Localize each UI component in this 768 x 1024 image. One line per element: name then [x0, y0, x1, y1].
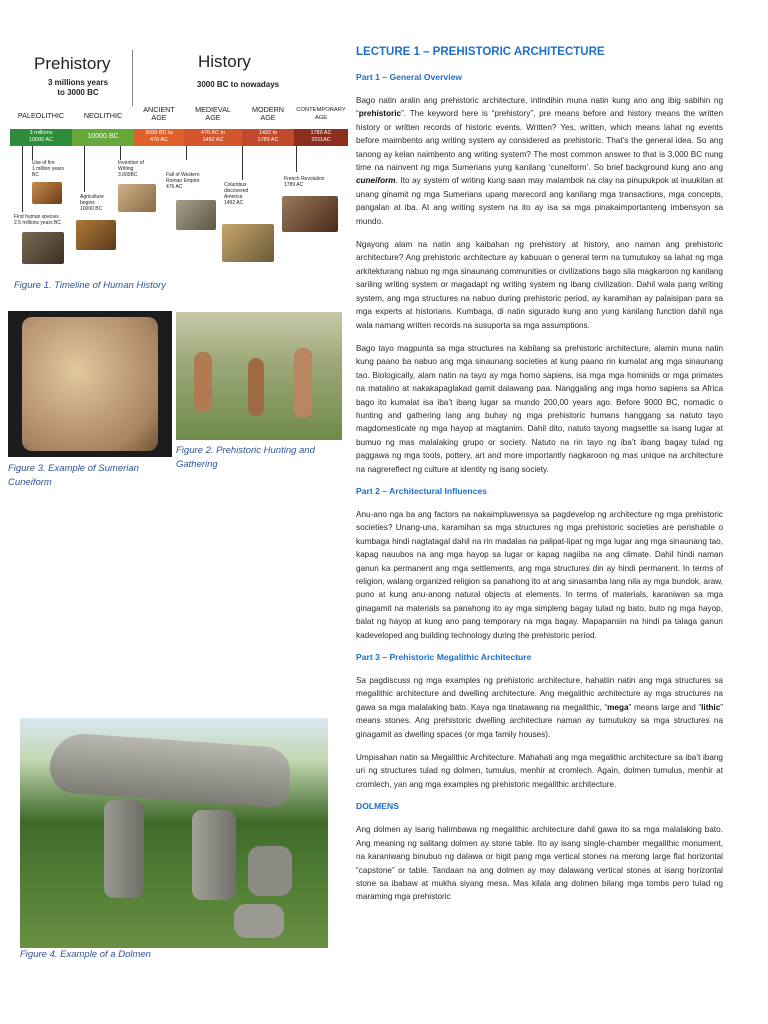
arrow [120, 146, 121, 160]
arrow [296, 146, 297, 172]
event-label: Fall of Western Roman Empire 476 AC [166, 172, 200, 190]
section-heading: Part 3 – Prehistoric Megalithic Architecture [356, 652, 532, 663]
event-label: Agriculture begins 10000 BC [80, 194, 104, 212]
lecture-title: LECTURE 1 – PREHISTORIC ARCHITECTURE [356, 46, 605, 58]
paragraph: Sa pagdiscuss ng mga examples ng prehistoric architecture, hahatiin natin ang mga structures sa megalithic architecture and dwelling architecture. Ang megalithic architecture ay mga structures na gawa sa mga malalaking bato. Kaya nga tinatawang na megalithic, “mega” means large and “lithic” means stones. Ang prehistoric dwelling architecture naman ay tumutukoy sa mga structures na ginagamit as dwelling spaces (or mga family houses). [356, 676, 723, 739]
roman-thumbnail [176, 200, 216, 230]
figure-person [194, 352, 212, 412]
age-segment: 476 AC to 1492 AC [184, 129, 242, 146]
arrow [32, 146, 33, 160]
clay-tablet [22, 317, 158, 451]
agriculture-thumbnail [76, 220, 116, 250]
figure-1-caption: Figure 1. Timeline of Human History [14, 280, 166, 291]
section-heading: Part 1 – General Overview [356, 72, 463, 82]
section-heading: DOLMENS [356, 801, 399, 812]
event-label: Columbus discovered America 1492 AC [224, 182, 249, 206]
prehistory-title: Prehistory [34, 54, 111, 73]
figure-2-caption: Figure 2. Prehistoric Hunting and Gathering [176, 445, 315, 470]
arrow [84, 146, 85, 192]
age-label: CONTEMPORARY AGE [296, 107, 346, 121]
age-segment: 1492 to 1789 AC [242, 129, 294, 146]
upright-stone [192, 810, 236, 900]
paragraph: Anu-ano nga ba ang factors na nakaimpluwensya sa pagdevelop ng architecture ng mga prehistoric societies? Unang-una, karamihan sa mga structures ng mga prehistoric societies are perishable o kumbaga hindi nagtatagal dahil na rin madalas na palipat-lipat ng mga lugar ang mga sinaunang tao, kapag nauubos na ang mga hayop sa lugar or kapag nagiiba na ang climate. Dahil hindi naman ganun ka permanent ang mga settlements, ang mga structures din ay hindi permanent. In terms of religion, walang organized religion sa panahong ito at ang sinasamba lang nila ay mga bundok, araw, puno at kung anu-anong natural objects at elements. In terms of materials, karaniwan sa mga ginagamit na materials sa panahong ito ay mga simpleng bagay tulad ng bato, buto ng mga hayop, balat ng hayop at kung ano pang temporary na mga bagay. Mapapansin na hindi pa talaga ganun kadeveloped ang building technology during the prehistoric period. [356, 509, 723, 640]
writing-thumbnail [118, 184, 156, 212]
paragraph: Umpisahan natin sa Megalithic Architecture. Mahahati ang mga megalithic architecture sa iba’t ibang uri ng structures tulad ng dolmen, tumulus, menhir at cromlech. Again, dolmen tumulus, menhir at cromlech, yan ang mga examples ng prehistoric megalithic architecture. [356, 753, 723, 789]
prehistory-subtitle: 3 millions years to 3000 BC [47, 78, 109, 97]
rock [234, 904, 284, 938]
capstone [48, 732, 292, 809]
age-segment: 1789 AC 2011AC [294, 129, 348, 146]
arrow [242, 146, 243, 180]
dolmen-image [20, 718, 328, 948]
figure-person [248, 358, 264, 416]
upright-stone [104, 800, 144, 898]
age-label: ANCIENT AGE [143, 105, 175, 122]
age-segment: 10000 BC [72, 129, 134, 146]
timeline-figure [10, 46, 348, 276]
rock [248, 846, 292, 896]
early-humans-thumbnail [22, 232, 64, 264]
columbus-thumbnail [222, 224, 274, 262]
event-label: First human species 2.5 millions years BC [14, 214, 61, 226]
figure-3-caption: Figure 3. Example of Sumerian Cuneiform [8, 463, 139, 488]
event-label: French Revolution 1789 AC [284, 176, 325, 188]
paragraph: Ngayong alam na natin ang kaibahan ng prehistory at history, ano naman ang prehistoric architecture? Ang prehistoric architecture ay kabuuan o general term na tumutukoy sa lahat ng mga arkitekturang nabuo ng mga sinaunang communities or civilizations bago sila magkaroon ng kanilang sariling writing system or magadapt ng writing system ng ibang civilization. Dahil wala pang writing system, ang mga structures na nabuo during prehistoric period, ay karamihan ay palaisipan para sa mga experts at historians. Kumbaga, di natin sigurado kung ano yung kanilang function dahil nga wala namang written records na susuporta sa mga assumptions. [356, 240, 723, 330]
age-segment: 3000 BC to 476 AC [134, 129, 184, 146]
age-label: NEOLITHIC [83, 111, 123, 120]
age-segment: 3 millions 10000 AC [10, 129, 72, 146]
paragraph: Bago tayo magpunta sa mga structures na kabilang sa prehistoric architecture, alamin muna natin kung paano ba nabuo ang mga sinaunang societies at kung paano rin kumalat ang mga sinaunang tao. Biologically, alam natin na tayo ay mga homo sapiens, isa mga mga hominids or mga primates na matalino at nakakapaglakad gamit dalawang paa. Nanggaling ang mga homo sapiens sa Africa bago ito kumalat isa iba’t ibang lugar sa mundo 200,00 years ago. Before 9000 BC, nomadic o hunting and gathering lang ang buhay ng mga prehistoric humans hanggang sa natuto tayo magdomesticate ng mga hayop at magtanim. Dahil dito, natuto tayong magsettle sa isang lugar at bumuo ng mas malalaking grupo or society. Natuto na rin tayo ng iba’t ibang bagay tulad ng paggawa ng mga tools, pottery, art and more importantly nagkaroon ng mas unique na architecture na nagrereflect ng culture at identity ng isang society. [356, 343, 723, 474]
arrow [22, 146, 23, 212]
age-label: MEDIEVAL AGE [195, 105, 231, 122]
age-label: MODERN AGE [252, 105, 284, 122]
hunting-gathering-image [176, 312, 342, 440]
document-body [356, 46, 723, 914]
event-label: Use of fire 1 million years BC [32, 160, 64, 178]
fire-thumbnail [32, 182, 62, 204]
cuneiform-image [8, 311, 172, 457]
history-subtitle: 3000 BC to nowadays [196, 80, 280, 89]
section-heading: Part 2 – Architectural Influences [356, 485, 488, 496]
figure-person [294, 348, 312, 418]
figure-4-caption: Figure 4. Example of a Dolmen [20, 949, 151, 960]
paragraph: Bago natin aralin ang prehistoric architecture, intindihin muna natin kung ano ang ibig sabihin ng “prehistoric”. The keyword here is “prehistory”, pre means before and history means the written history or written records of historic events. Written? Yes, written, which means lahat ng events before maimbento ang writing system ay considered as prehistoric. That’s the general idea. So ang tanong ay kelan naimbento ang writing system? The most common answer to that is 3,000 BC nung time na nainvent ng mga Sumerians yung kanilang ‘cuneiform’. So brief background kung ano ang cuneiform. Ito ay system of writing kung saan may malambok na clay na pinupukpok at inuukitan at unang ginamit ng mga Sumerians upang marecord ang kanilang mga transactions, mga concepts, pangalan at iba. At ang writing system na ito ay isa sa mga pinakaimportanteng imbensyon sa mundo. [356, 96, 723, 226]
paragraph: Ang dolmen ay isang halimbawa ng megalithic architecture dahil gawa ito sa mga malalaking bato. Ang meaning ng salitang dolmen ay stone table. Ito ay isang single-chamber megalithic monument, na karaniwang binubuo ng dalawa or higit pang mga vertical stones na merong large flat horizontal “capstone” or table. Tandaan na ang dolmen ay may dalawang vertical stones at isang horizontal stone sa ibabaw at mukha siyang mesa. Mas kilala ang dolmen bilang mga tombs pero tulad ng maraming mga prehistoric [356, 825, 723, 902]
arrow [186, 146, 187, 160]
age-label: PALEOLITHIC [17, 111, 65, 120]
event-label: Invention of Writing 3.000BC [118, 160, 144, 178]
era-divider [132, 50, 133, 106]
history-title: History [198, 52, 251, 71]
revolution-thumbnail [282, 196, 338, 232]
